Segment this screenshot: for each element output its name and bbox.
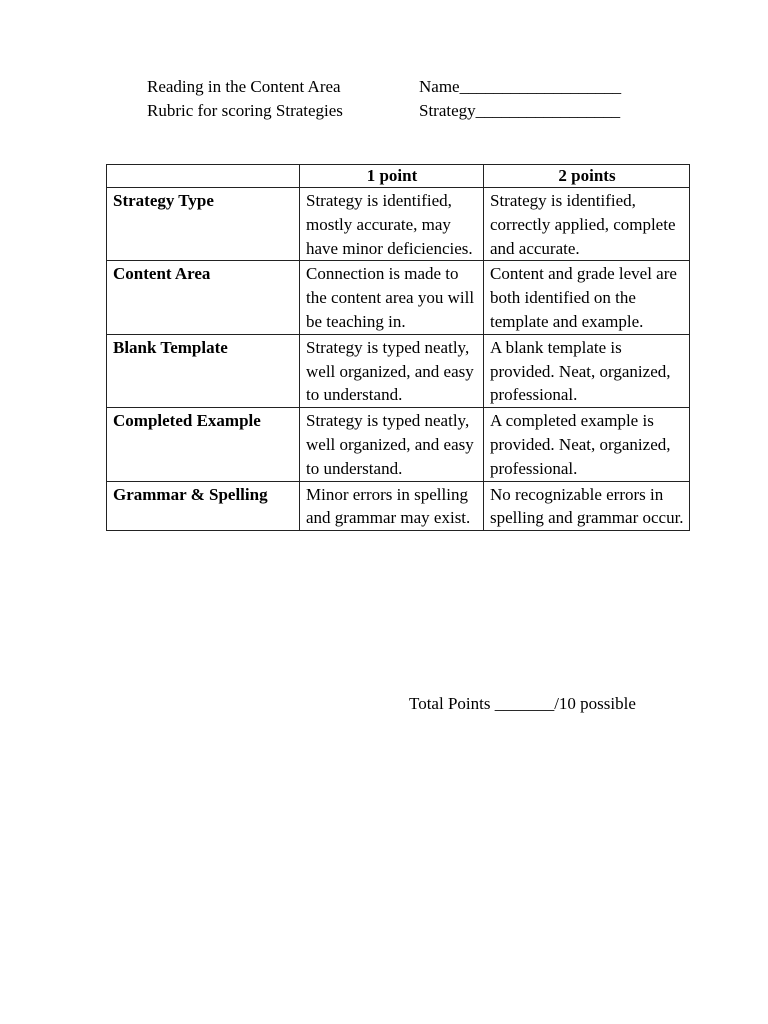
table-row — [107, 261, 690, 334]
table-row — [107, 334, 690, 407]
one-point-cell: Minor errors in spelling and grammar may exist. — [300, 481, 484, 531]
table-row — [107, 188, 690, 261]
two-points-cell: Content and grade level are both identified on the template and example. — [484, 261, 690, 334]
course-title: Reading in the Content Area — [147, 77, 341, 96]
rubric-table — [106, 164, 690, 531]
table-row — [107, 481, 690, 531]
header-row-2 — [147, 99, 667, 123]
strategy-field: Strategy_________________ — [419, 101, 621, 120]
table-row — [107, 408, 690, 481]
two-points-cell: No recognizable errors in spelling and grammar occur. — [484, 481, 690, 531]
one-point-cell: Strategy is identified, mostly accurate, may have minor deficiencies. — [300, 188, 484, 261]
header-row-1 — [147, 75, 667, 99]
rubric-header-row — [107, 165, 690, 188]
two-points-column-header: 2 points — [484, 165, 690, 188]
two-points-cell: A completed example is provided. Neat, organized, professional. — [484, 408, 690, 481]
one-point-cell: Connection is made to the content area you will be teaching in. — [300, 261, 484, 334]
criterion-column-header — [107, 165, 300, 188]
criterion-cell: Content Area — [107, 261, 300, 334]
name-field: Name___________________ — [419, 77, 622, 96]
criterion-cell: Completed Example — [107, 408, 300, 481]
one-point-column-header: 1 point — [300, 165, 484, 188]
criterion-cell: Strategy Type — [107, 188, 300, 261]
two-points-cell: Strategy is identified, correctly applied, complete and accurate. — [484, 188, 690, 261]
two-points-cell: A blank template is provided. Neat, organized, professional. — [484, 334, 690, 407]
one-point-cell: Strategy is typed neatly, well organized, and easy to understand. — [300, 408, 484, 481]
document-header — [147, 75, 667, 123]
criterion-cell: Blank Template — [107, 334, 300, 407]
one-point-cell: Strategy is typed neatly, well organized, and easy to understand. — [300, 334, 484, 407]
criterion-cell: Grammar & Spelling — [107, 481, 300, 531]
total-points-line: Total Points _______/10 possible — [409, 694, 636, 713]
rubric-title: Rubric for scoring Strategies — [147, 101, 343, 120]
